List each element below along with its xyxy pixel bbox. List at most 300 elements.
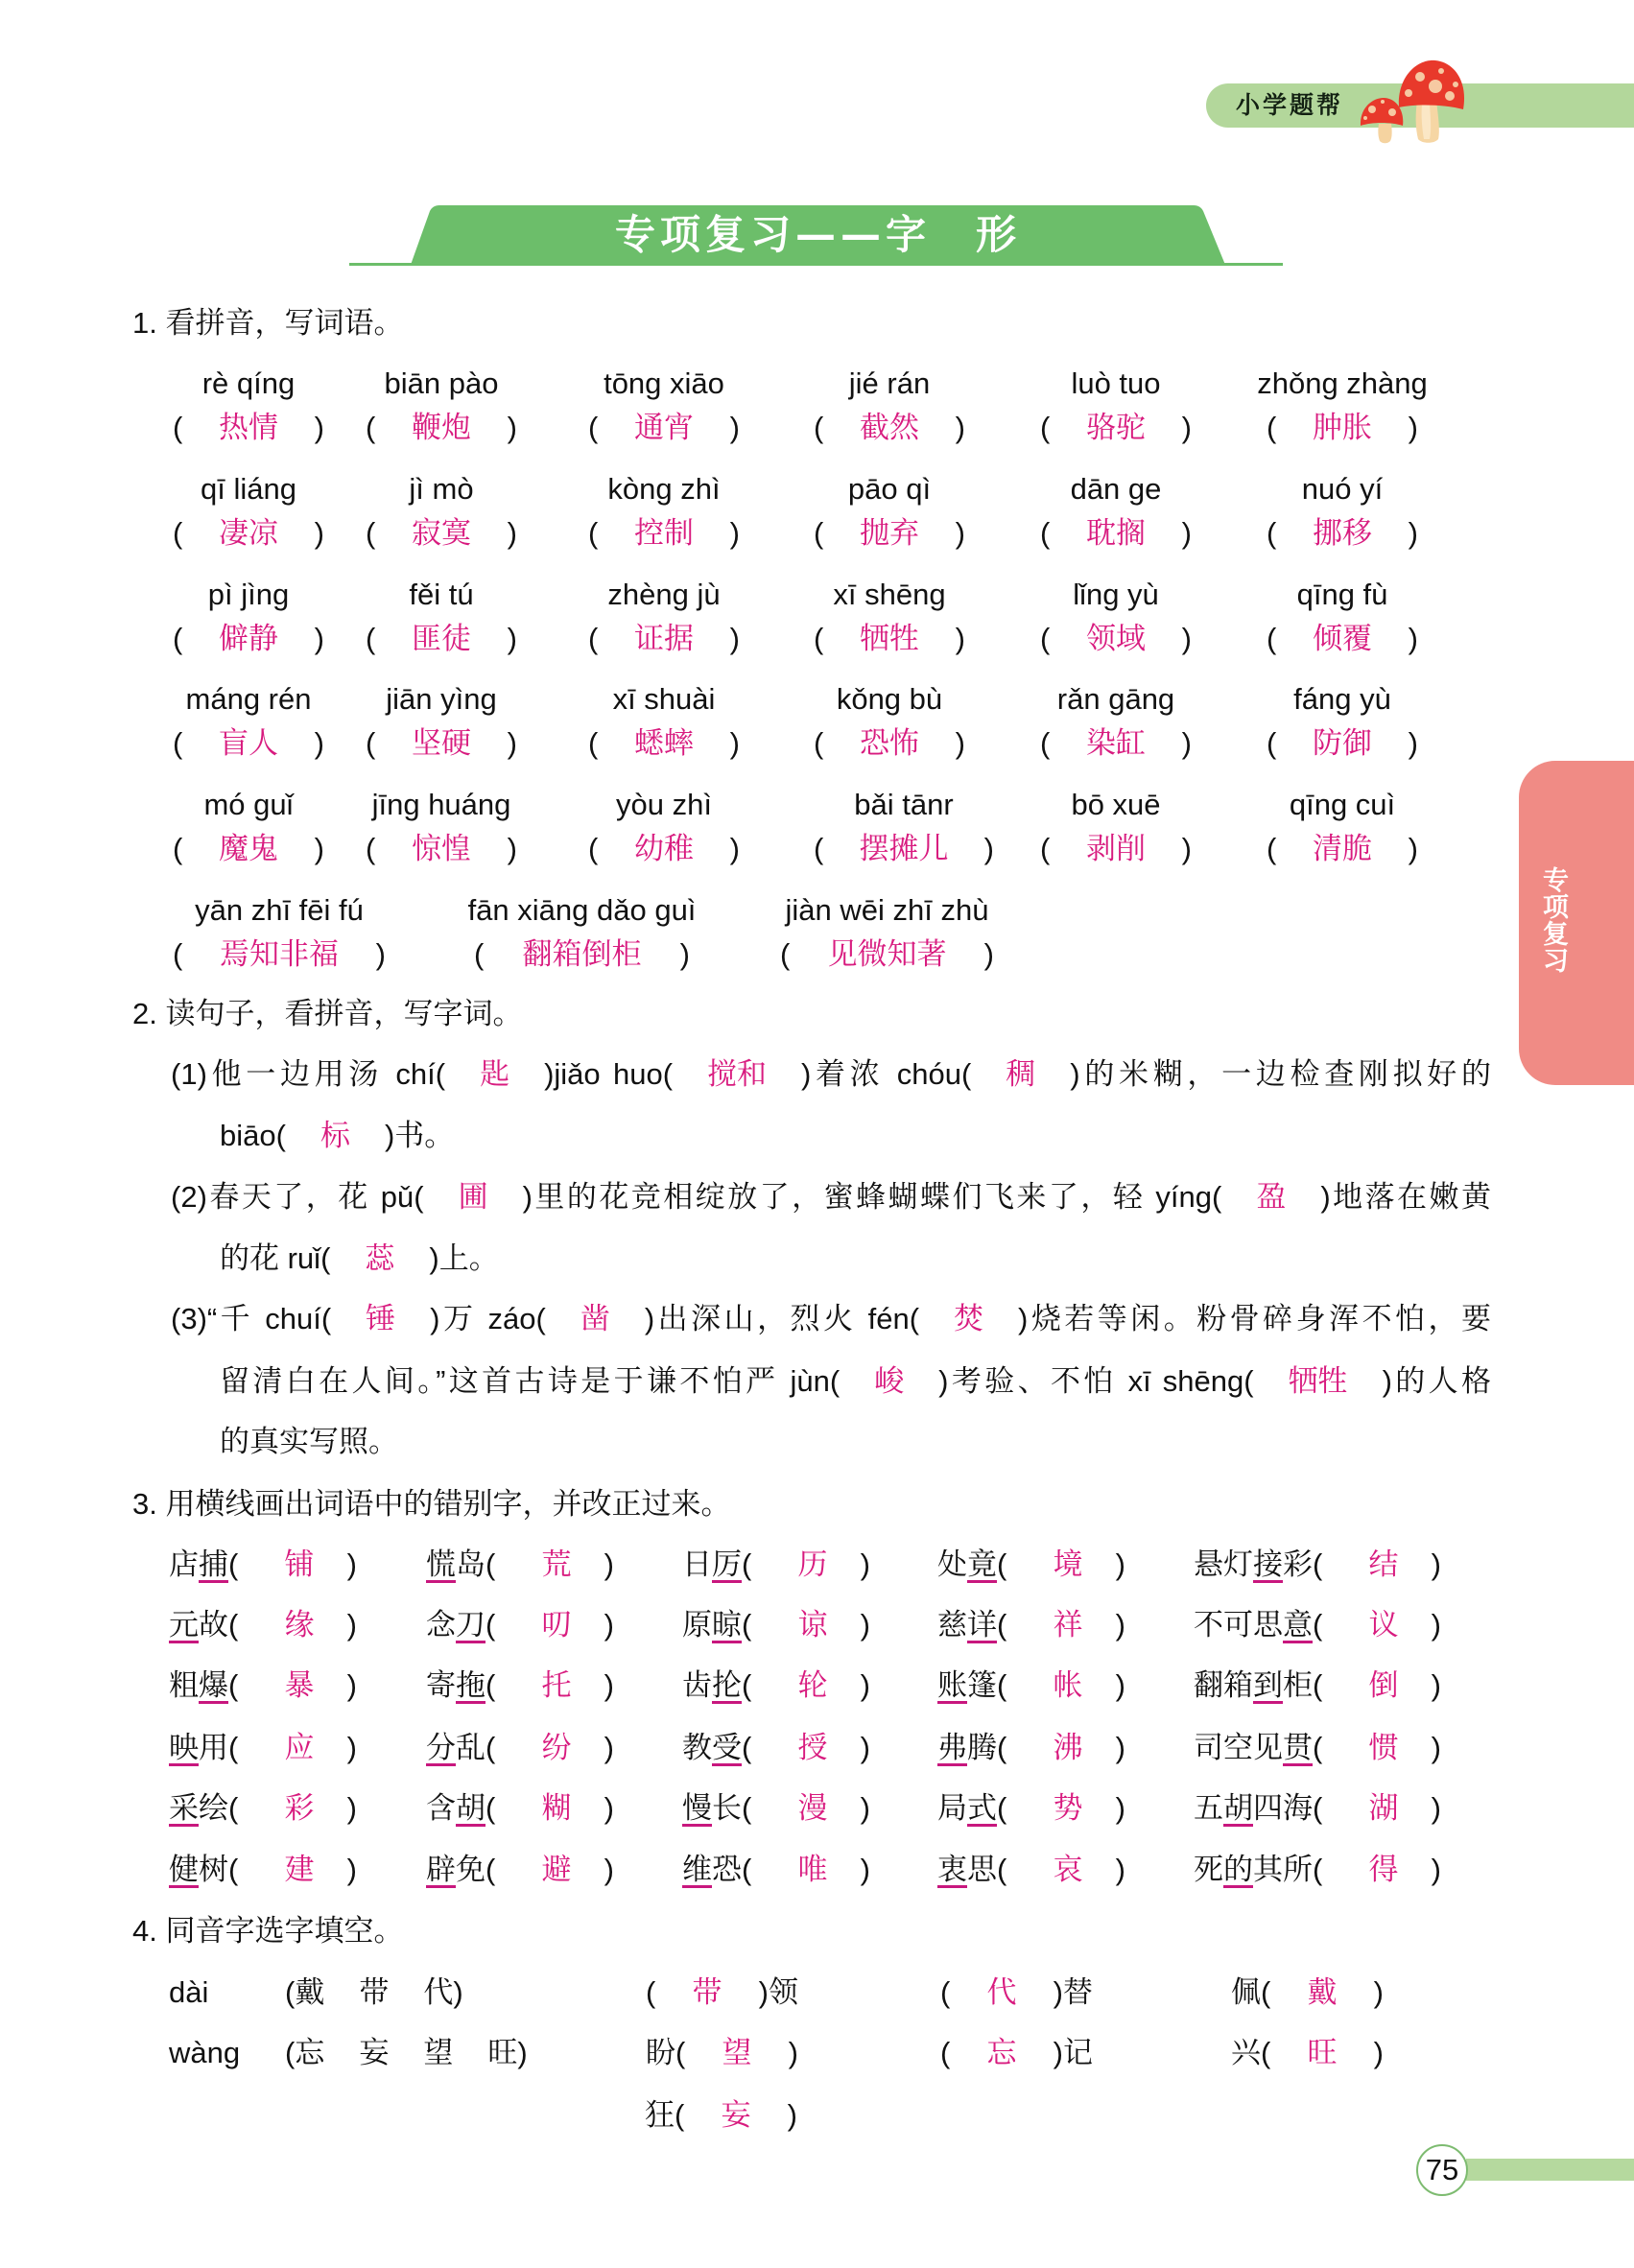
answer-blank [173,618,324,660]
answer-text: 叨 [541,1608,572,1642]
answer-text: 建 [284,1853,315,1886]
answer-text: 结 [1368,1547,1399,1581]
answer-blank [485,1665,614,1707]
answer-blank [1040,722,1192,765]
answer-text: 剥削 [1086,832,1146,865]
word-text: 免 [456,1853,485,1886]
answer-text: 蟋蟀 [634,726,694,760]
choice-char: 代 [423,1975,454,2009]
answer-text: 僻静 [219,622,278,655]
word [426,1544,485,1586]
answer-text: 避 [541,1853,572,1886]
word [1194,1727,1313,1769]
answer-blank [485,1727,614,1769]
answer-text: 境 [1053,1547,1083,1581]
sentence-text: 烧若等闲。粉骨碎身浑不怕，要 [1028,1302,1491,1335]
word [682,1544,742,1586]
pinyin-text: pì jìng [207,578,290,611]
word-text: 齿 [682,1668,712,1702]
choice-char: 带 [359,1975,390,2009]
answer-blank [366,722,517,765]
answer-blank [474,933,690,976]
pinyin-text: yān zhī fēi fú [195,893,364,927]
pinyin-text: lǐng yù [1073,578,1159,611]
choice-char: 妄 [359,2036,390,2069]
word [426,1727,485,1769]
typo-char: 贯 [1283,1731,1313,1764]
answer-text: 凄凉 [219,516,278,550]
section-2-heading: 2. 读句子，看拼音，写字词。 [132,997,523,1030]
correction-item [937,1849,1125,1891]
answer-text: 焚 [954,1302,984,1335]
word-row [0,678,1634,774]
typo-char: 采 [169,1791,199,1825]
answer-blank [742,1665,870,1707]
mushroom-icon [1353,53,1478,149]
correction-row [0,1665,1634,1707]
section-4-heading: 4. 同音字选字填空。 [132,1914,404,1948]
answer-text: 盲人 [219,726,278,760]
fill-item [940,2032,1093,2074]
choice-char: 旺 [487,2036,518,2069]
answer-text: 忘 [986,2036,1017,2069]
typo-char: 维 [682,1853,712,1886]
answer-text: 轮 [797,1668,828,1702]
answer-blank [1313,1665,1441,1707]
sentence-text: 书。 [394,1119,455,1152]
answer-blank [1267,618,1418,660]
word-text: 其所 [1253,1853,1313,1886]
correction-row [0,1727,1634,1769]
answer-blank [814,722,965,765]
answer-text: 授 [797,1731,828,1764]
answer-blank [1212,1176,1331,1218]
correction-item [426,1544,614,1586]
sentence-line [171,1053,1491,1096]
pinyin-text: fěi tú [409,578,474,611]
pinyin-word-item [588,468,740,556]
word-text: 绘 [199,1791,228,1825]
pinyin-text: máng rén [185,682,312,716]
answer-text: 控制 [634,516,694,550]
answer-text: 匙 [480,1057,510,1091]
typo-char: 晾 [712,1608,742,1642]
word-text: 腾 [967,1731,997,1764]
answer-blank [742,1727,870,1769]
word-text: 处 [937,1547,967,1581]
typo-char: 到 [1253,1668,1283,1702]
word-text: 长 [712,1791,742,1825]
idiom-row [0,889,1634,985]
homophone-row [0,1972,1634,2014]
typo-char: 详 [967,1608,997,1642]
pinyin-word-item [1040,363,1192,451]
answer-blank [1040,512,1192,555]
sentence-text: 的真实写照。 [220,1425,398,1458]
word [426,1849,485,1891]
typo-char: 接 [1253,1547,1283,1581]
brand-name: 小学题帮 [1236,91,1344,119]
pinyin-text: bō xuē [1071,788,1161,821]
fill-item [646,2032,798,2074]
sentence-text: biāo [220,1119,276,1152]
correction-item [426,1665,614,1707]
fill-item [645,2094,797,2137]
answer-text: 证据 [634,622,694,655]
answer-blank [1243,1360,1392,1403]
word [682,1604,742,1646]
word [1194,1849,1313,1891]
answer-blank [320,1238,439,1280]
answer-text: 蕊 [365,1241,395,1275]
pinyin-word-item [1257,363,1428,451]
answer-blank [414,1176,533,1218]
word-text: 篷 [967,1668,997,1702]
word-text: 念 [426,1608,456,1642]
answer-blank [675,2032,798,2074]
answer-text: 挪移 [1313,516,1372,550]
word-row [0,784,1634,880]
correction-item [1194,1604,1441,1646]
word [169,1849,228,1891]
correction-item [426,1727,614,1769]
answer-blank [814,618,965,660]
pinyin-text: xī shuài [612,682,716,716]
answer-blank [1313,1727,1441,1769]
fill-item [646,1972,798,2014]
pinyin-word-item [1040,468,1192,556]
sentence-text: 出深山，烈火 fén [654,1302,910,1335]
correction-row [0,1604,1634,1646]
sentence-text: 万 záo [439,1302,536,1335]
word-row [0,363,1634,459]
sentence-text: (1)他一边用汤 chí [171,1057,436,1091]
pinyin-text: fáng yù [1293,682,1391,716]
answer-blank [742,1604,870,1646]
pinyin-text: pāo qì [847,472,932,506]
answer-text: 托 [541,1668,572,1702]
word-text: 用 [199,1731,228,1764]
pinyin-text: luò tuo [1071,366,1161,400]
answer-blank [814,407,965,449]
word-row [0,574,1634,670]
word-text: 佩 [1231,1975,1261,2009]
word [937,1849,997,1891]
word-text: 盼 [646,2036,675,2069]
answer-blank [485,1544,614,1586]
sentence-text: 留清白在人间。”这首古诗是于谦不怕严 jùn [220,1364,830,1398]
correction-item [682,1604,870,1646]
section-3-heading: 3. 用横线画出词语中的错别字，并改正过来。 [132,1487,731,1521]
answer-blank [814,828,994,870]
typo-char: 胡 [456,1791,485,1825]
answer-text: 通宵 [634,411,694,444]
choice-char: 戴 [295,1975,325,2009]
sentence-text: 的人格 [1391,1364,1491,1398]
word-text: 狂 [645,2098,675,2132]
typo-char: 慢 [682,1791,712,1825]
word [1194,1787,1313,1830]
answer-text: 稠 [1006,1057,1036,1091]
pinyin-text: rǎn gāng [1056,682,1175,716]
page-number: 75 [1416,2144,1468,2196]
pinyin-idiom-item [467,889,697,978]
pinyin-text: jié rán [848,366,931,400]
pinyin-text: wàng [169,2036,241,2069]
typo-char: 元 [169,1608,199,1642]
answer-text: 带 [692,1975,722,2009]
page-title: 专项复习——字 形 [614,211,1021,258]
answer-blank [485,1849,614,1891]
answer-blank [588,722,740,765]
typo-char: 的 [1223,1853,1253,1886]
sentence-line [220,1238,499,1280]
correction-item [937,1787,1125,1830]
answer-text: 盈 [1256,1180,1287,1214]
correction-item [1194,1849,1441,1891]
answer-blank [588,618,740,660]
word-text: 兴 [1231,2036,1261,2069]
answer-blank [1313,1787,1441,1830]
answer-text: 搅和 [707,1057,768,1091]
word [937,1604,997,1646]
answer-blank [1040,828,1192,870]
answer-blank [663,1053,812,1096]
word [169,1665,228,1707]
answer-blank [780,933,994,976]
correction-item [1194,1544,1441,1586]
answer-blank [173,933,386,976]
answer-text: 旺 [1307,2036,1338,2069]
answer-text: 清脆 [1313,832,1372,865]
sentence-text: (3)“千 chuí [171,1302,321,1335]
sentence-text: 着浓 chóu [811,1057,961,1091]
answer-text: 骆驼 [1086,411,1146,444]
word [937,1787,997,1830]
answer-text: 纷 [541,1731,572,1764]
pinyin-word-item [588,574,740,662]
word-text: 原 [682,1608,712,1642]
answer-text: 妄 [721,2098,751,2132]
answer-blank [742,1787,870,1830]
answer-text: 倒 [1368,1668,1399,1702]
answer-text: 魔鬼 [219,832,278,865]
answer-text: 糊 [541,1791,572,1825]
pinyin-text: zhǒng zhàng [1257,366,1428,400]
fill-item [1231,2032,1384,2074]
word-text: 死 [1194,1853,1223,1886]
pinyin-text: mó guǐ [203,788,294,821]
answer-text: 倾覆 [1313,622,1372,655]
pinyin-text: jīng huáng [371,788,511,821]
pinyin-text: dài [169,1975,209,2009]
answer-text: 摆摊儿 [859,832,949,865]
correction-item [937,1604,1125,1646]
answer-text: 坚硬 [412,726,471,760]
homophone-row [0,2032,1634,2074]
correction-item [682,1544,870,1586]
answer-blank [742,1849,870,1891]
answer-blank [366,618,517,660]
answer-blank [173,512,324,555]
answer-blank [228,1787,357,1830]
side-tab-label: 专项复习 [1538,866,1568,974]
answer-blank [321,1298,440,1340]
answer-text: 翻箱倒柜 [522,937,642,971]
pinyin-word-item [366,363,517,451]
typo-char: 慌 [426,1547,456,1581]
answer-text: 惯 [1368,1731,1399,1764]
correction-item [169,1665,357,1707]
pinyin-word-item [588,784,740,872]
answer-text: 彩 [284,1791,315,1825]
pinyin-text: tōng xiāo [604,366,724,400]
word-text: 四海 [1253,1791,1313,1825]
answer-text: 哀 [1053,1853,1083,1886]
pinyin-text: xī shēng [833,578,946,611]
answer-text: 牺牲 [860,622,919,655]
answer-blank [1267,722,1418,765]
sentence-text: 的花 ruǐ [220,1241,321,1275]
correction-row [0,1544,1634,1586]
answer-text: 应 [284,1731,315,1764]
pinyin-word-item [588,363,740,451]
correction-item [426,1787,614,1830]
typo-char: 衷 [937,1853,967,1886]
word [1194,1544,1313,1586]
answer-blank [1313,1604,1441,1646]
sentence-text: (2)春天了，花 pǔ [171,1180,414,1214]
answer-text: 染缸 [1086,726,1146,760]
answer-blank [997,1665,1125,1707]
word-text: 教 [682,1731,712,1764]
typo-char: 分 [426,1731,456,1764]
word-text: 树 [199,1853,228,1886]
sentence-text: 考验、不怕 xī shēng [948,1364,1244,1398]
correction-item [169,1544,357,1586]
correction-row [0,1849,1634,1891]
correction-item [937,1727,1125,1769]
answer-text: 铺 [284,1547,315,1581]
answer-blank [485,1604,614,1646]
typo-char: 抡 [712,1668,742,1702]
answer-blank [536,1298,655,1340]
pinyin-word-item [1267,678,1418,767]
typo-char: 竟 [967,1547,997,1581]
pinyin-word-item [1040,784,1192,872]
answer-blank [961,1053,1080,1096]
typo-char: 弗 [937,1731,967,1764]
answer-blank [588,407,740,449]
pinyin-word-item [366,784,517,872]
pinyin-word-item [1267,574,1418,662]
word [937,1665,997,1707]
answer-text: 荒 [541,1547,572,1581]
correction-item [1194,1787,1441,1830]
answer-blank [228,1727,357,1769]
answer-blank [228,1544,357,1586]
section-1-heading: 1. 看拼音，写词语。 [132,306,404,340]
typo-char: 映 [169,1731,199,1764]
pinyin-word-item [366,468,517,556]
answer-blank [366,828,517,870]
correction-item [937,1665,1125,1707]
correction-item [169,1604,357,1646]
answer-text: 漫 [797,1791,828,1825]
fill-item [1231,1972,1384,2014]
pinyin-text: nuó yí [1301,472,1384,506]
pinyin-text: kòng zhì [607,472,721,506]
answer-blank [675,2094,797,2137]
typo-char: 健 [169,1853,199,1886]
sentence-text: 上。 [438,1241,499,1275]
answer-text: 帐 [1053,1668,1083,1702]
word [682,1849,742,1891]
answer-text: 暴 [284,1668,315,1702]
typo-char: 爆 [199,1668,228,1702]
word [937,1544,997,1586]
word-text: 乱 [456,1731,485,1764]
answer-blank [1040,618,1192,660]
answer-blank [366,512,517,555]
typo-char: 捕 [199,1547,228,1581]
answer-text: 唯 [797,1853,828,1886]
pinyin-text: jiàn wēi zhī zhù [785,893,989,927]
sentence-line [171,1176,1491,1218]
answer-blank [910,1298,1029,1340]
answer-blank [173,407,324,449]
answer-text: 湖 [1368,1791,1399,1825]
pinyin-word-item [814,468,965,556]
sentence-text: 的米糊，一边检查刚拟好的 [1079,1057,1491,1091]
answer-text: 惊惶 [412,832,471,865]
answer-blank [646,1972,769,2014]
answer-text: 历 [797,1547,828,1581]
typo-char: 厉 [712,1547,742,1581]
sentence-line [171,1298,1491,1340]
word-text: 故 [199,1608,228,1642]
answer-blank [485,1787,614,1830]
word [426,1665,485,1707]
word-text: 柜 [1283,1668,1313,1702]
word [682,1665,742,1707]
answer-blank [1313,1544,1441,1586]
answer-blank [830,1360,949,1403]
pinyin-word-item [366,574,517,662]
answer-blank [173,828,324,870]
word-text: 领 [769,1975,798,2009]
answer-blank [997,1787,1125,1830]
sentence-text: jiǎo huo [554,1057,663,1091]
answer-blank [228,1849,357,1891]
answer-text: 幼稚 [634,832,694,865]
typo-char: 式 [967,1791,997,1825]
choice-list [285,1972,463,2014]
answer-text: 望 [722,2036,752,2069]
answer-text: 抛弃 [860,516,919,550]
word-text: 寄 [426,1668,456,1702]
correction-item [169,1727,357,1769]
answer-blank [276,1115,395,1157]
correction-item [1194,1727,1441,1769]
word-text: 恐 [712,1853,742,1886]
word [169,1544,228,1586]
answer-text: 热情 [219,411,278,444]
answer-text: 匪徒 [412,622,471,655]
pinyin-text: biān pào [384,366,499,400]
word-text: 含 [426,1791,456,1825]
word-row [0,468,1634,564]
